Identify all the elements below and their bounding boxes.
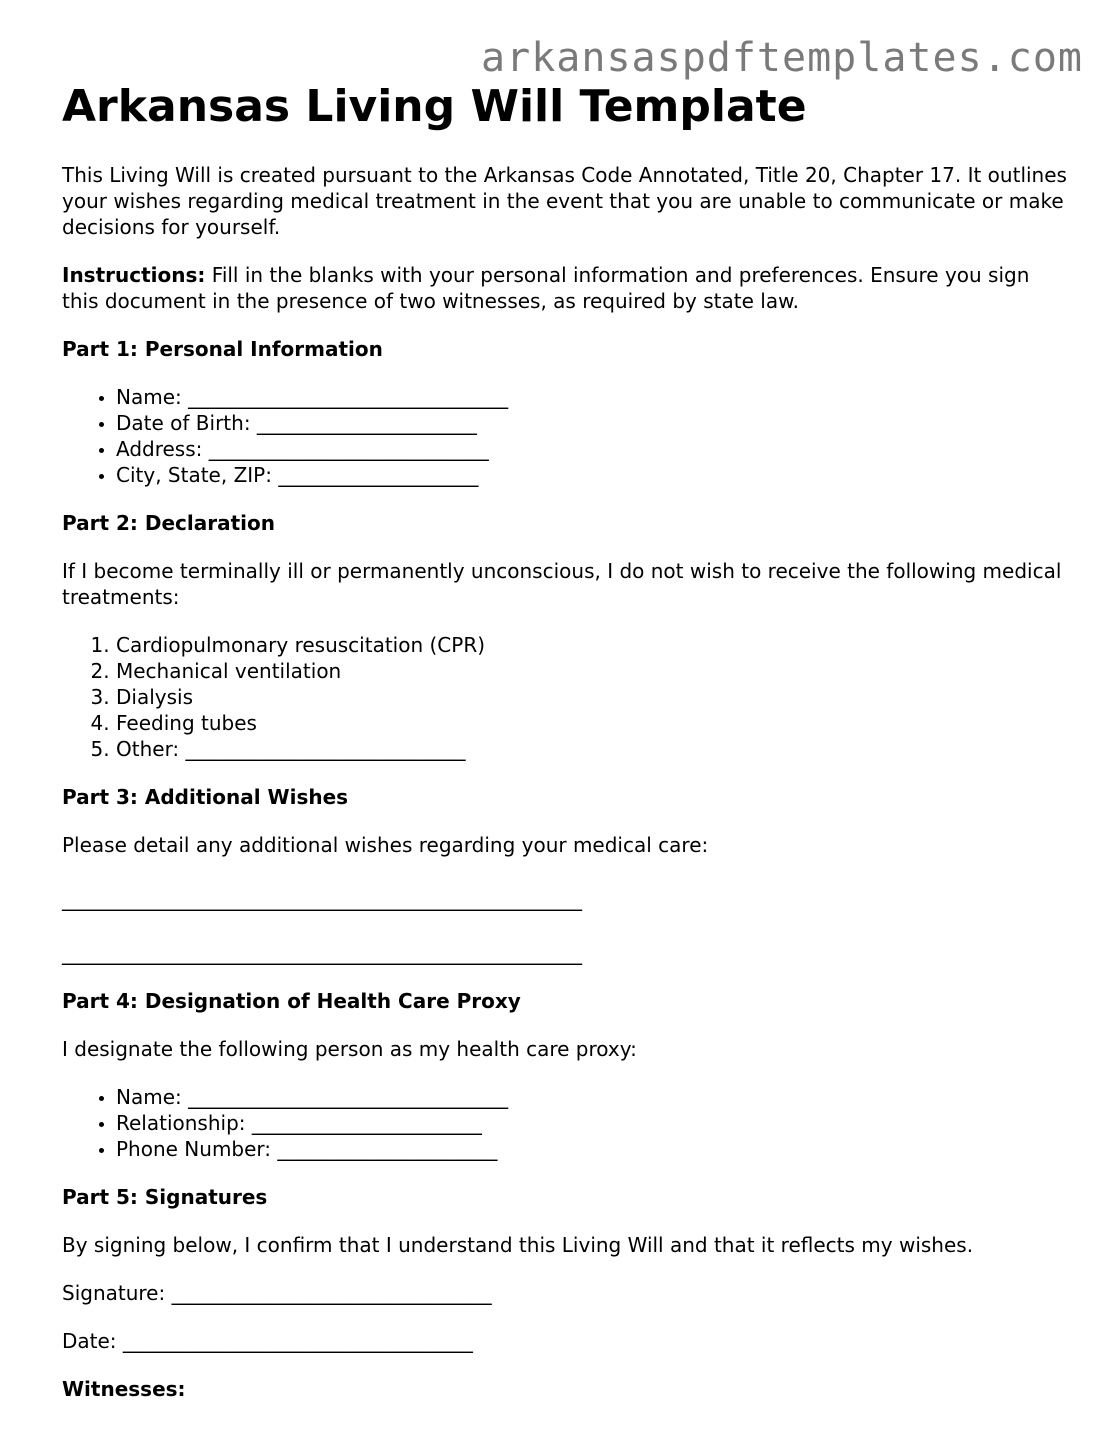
part4-heading: Part 4: Designation of Health Care Proxy <box>62 989 521 1013</box>
date-field[interactable]: Date: ___________________________________ <box>62 1329 473 1353</box>
list-item: 3. Dialysis <box>116 684 1072 710</box>
witnesses-heading: Witnesses: <box>62 1377 186 1401</box>
instructions-label: Instructions: <box>62 263 206 287</box>
signature-field[interactable]: Signature: ________________________________ <box>62 1281 492 1305</box>
instructions-text: Fill in the blanks with your personal information and preferences. Ensure you sign this document in the presence of two witnesses, as required by state law. <box>62 263 1030 313</box>
additional-wishes-line-1[interactable]: ____________________________________________________ <box>62 887 582 911</box>
address-field[interactable]: • Address: ____________________________ <box>116 436 1072 462</box>
name-field[interactable]: • Name: ________________________________ <box>116 384 1072 410</box>
additional-wishes-line-2[interactable]: ____________________________________________________ <box>62 941 582 965</box>
list-item: 1. Cardiopulmonary resuscitation (CPR) <box>116 632 1072 658</box>
page-title: Arkansas Living Will Template <box>62 81 807 132</box>
proxy-phone-field[interactable]: • Phone Number: ______________________ <box>116 1136 1072 1162</box>
document-page <box>62 80 1072 1402</box>
other-treatment-field[interactable]: 5. Other: ____________________________ <box>116 736 1072 762</box>
proxy-name-field[interactable]: • Name: ________________________________ <box>116 1084 1072 1110</box>
instructions-paragraph <box>62 262 1072 314</box>
signature-confirmation-text: By signing below, I confirm that I understand this Living Will and that it reflects my wishes. <box>62 1233 974 1257</box>
proxy-text: I designate the following person as my health care proxy: <box>62 1037 637 1061</box>
date-of-birth-field[interactable]: • Date of Birth: ______________________ <box>116 410 1072 436</box>
list-item: 4. Feeding tubes <box>116 710 1072 736</box>
personal-info-list <box>62 384 1072 488</box>
proxy-list <box>62 1084 1072 1162</box>
part3-heading: Part 3: Additional Wishes <box>62 785 349 809</box>
treatments-list <box>62 632 1072 762</box>
proxy-relationship-field[interactable]: • Relationship: _______________________ <box>116 1110 1072 1136</box>
part2-heading: Part 2: Declaration <box>62 511 276 535</box>
declaration-text: If I become terminally ill or permanently unconscious, I do not wish to receive the following medical treatments: <box>62 559 1062 609</box>
city-state-zip-field[interactable]: • City, State, ZIP: ____________________ <box>116 462 1072 488</box>
part1-heading: Part 1: Personal Information <box>62 337 383 361</box>
watermark: arkansaspdftemplates.com <box>481 35 1083 81</box>
part5-heading: Part 5: Signatures <box>62 1185 268 1209</box>
list-item: 2. Mechanical ventilation <box>116 658 1072 684</box>
additional-wishes-text: Please detail any additional wishes regarding your medical care: <box>62 833 709 857</box>
intro-paragraph: This Living Will is created pursuant to the Arkansas Code Annotated, Title 20, Chapter 17. It outlines your wishes regarding medical treatment in the event that you are unable to communicate or make decisions for yourself. <box>62 163 1067 239</box>
